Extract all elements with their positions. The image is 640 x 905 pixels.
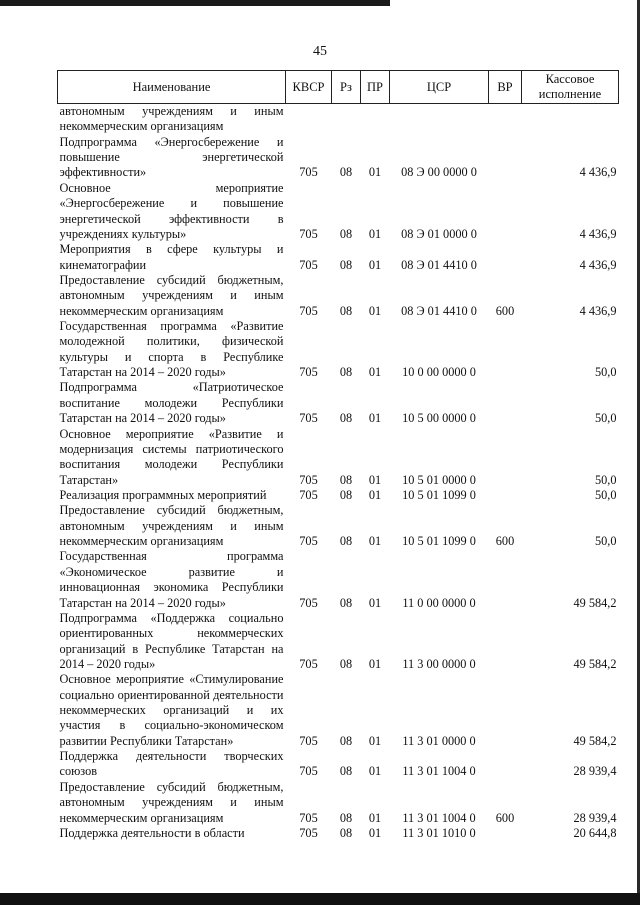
row-vr bbox=[489, 549, 522, 610]
row-name: Поддержка деятельности творческих союзов bbox=[59, 749, 284, 779]
header-name: Наименование bbox=[58, 71, 286, 104]
row-kvsr: 705 bbox=[299, 656, 318, 671]
row-vr bbox=[489, 135, 522, 181]
table-row bbox=[58, 427, 619, 488]
row-kvsr: 705 bbox=[299, 810, 318, 825]
row-pr: 01 bbox=[368, 257, 382, 272]
row-vr bbox=[489, 242, 522, 273]
row-vr: 600 bbox=[495, 303, 515, 318]
table-row bbox=[58, 488, 619, 503]
row-name: Предоставление субсидий бюджетным, автономным учреждениям и иным некоммерческим организациям bbox=[59, 272, 284, 318]
row-pr: 01 bbox=[368, 226, 382, 241]
row-amount: 28 939,4 bbox=[573, 764, 617, 779]
row-pr: 01 bbox=[368, 365, 382, 380]
table-row bbox=[58, 780, 619, 826]
row-name: Подпрограмма «Поддержка социально ориентированных некоммерческих организаций в Республике Татарстан на 2014 – 2020 годы» bbox=[59, 610, 284, 671]
row-pr bbox=[361, 104, 390, 135]
row-rz: 08 bbox=[339, 810, 353, 825]
row-csr: 10 5 01 1099 0 bbox=[402, 487, 476, 502]
row-rz: 08 bbox=[339, 534, 353, 549]
row-amount: 50,0 bbox=[594, 472, 617, 487]
page-number: 45 bbox=[313, 44, 327, 59]
row-name: Подпрограмма «Патриотическое воспитание молодежи Республики Татарстан на 2014 – 2020 годы» bbox=[59, 380, 284, 426]
row-kvsr: 705 bbox=[299, 472, 318, 487]
row-kvsr: 705 bbox=[299, 165, 318, 180]
row-pr: 01 bbox=[368, 595, 382, 610]
row-name: Поддержка деятельности в области bbox=[59, 825, 245, 840]
row-csr: 08 Э 00 0000 0 bbox=[401, 165, 477, 180]
row-vr bbox=[489, 826, 522, 841]
table-row bbox=[58, 380, 619, 426]
table-row bbox=[58, 104, 619, 135]
header-rz: Рз bbox=[332, 71, 361, 104]
row-kvsr: 705 bbox=[299, 411, 318, 426]
header-vr: ВР bbox=[489, 71, 522, 104]
row-rz: 08 bbox=[339, 595, 353, 610]
row-kvsr: 705 bbox=[299, 303, 318, 318]
scan-edge-bottom bbox=[0, 893, 640, 905]
table-header-row bbox=[58, 71, 619, 104]
row-kvsr: 705 bbox=[299, 226, 318, 241]
row-csr: 11 3 01 1004 0 bbox=[402, 764, 476, 779]
row-pr: 01 bbox=[368, 764, 382, 779]
row-name: автономным учреждениям и иным некоммерческим организациям bbox=[59, 104, 284, 134]
table-row bbox=[58, 611, 619, 672]
row-kvsr: 705 bbox=[299, 825, 318, 840]
row-name: Государственная программа «Экономическое развитие и инновационная экономика Республики Татарстан на 2014 – 2020 годы» bbox=[59, 549, 284, 610]
row-amount: 4 436,9 bbox=[579, 303, 617, 318]
header-pr: ПР bbox=[361, 71, 390, 104]
row-kvsr: 705 bbox=[299, 764, 318, 779]
row-kvsr: 705 bbox=[299, 365, 318, 380]
row-vr bbox=[489, 672, 522, 749]
row-amount bbox=[522, 104, 619, 135]
row-csr: 11 0 00 0000 0 bbox=[402, 595, 476, 610]
row-csr: 08 Э 01 4410 0 bbox=[401, 303, 477, 318]
table-row bbox=[58, 242, 619, 273]
row-vr bbox=[489, 319, 522, 380]
table-row bbox=[58, 135, 619, 181]
row-csr: 08 Э 01 0000 0 bbox=[401, 226, 477, 241]
row-name: Предоставление субсидий бюджетным, автономным учреждениям и иным некоммерческим организациям bbox=[59, 779, 284, 825]
row-name: Основное мероприятие «Энергосбережение и повышение энергетической эффективности в учреждениях культуры» bbox=[59, 180, 284, 241]
row-kvsr: 705 bbox=[299, 534, 318, 549]
row-kvsr: 705 bbox=[299, 487, 318, 502]
row-pr: 01 bbox=[368, 825, 382, 840]
header-kvsr: КВСР bbox=[286, 71, 332, 104]
row-rz: 08 bbox=[339, 825, 353, 840]
row-csr: 10 5 01 1099 0 bbox=[402, 534, 476, 549]
row-name: Основное мероприятие «Стимулирование социально ориентированной деятельности некоммерческих организаций и их участия в социально-экономическом развитии Республики Татарстан» bbox=[59, 672, 284, 748]
row-rz bbox=[332, 104, 361, 135]
row-rz: 08 bbox=[339, 303, 353, 318]
row-pr: 01 bbox=[368, 656, 382, 671]
row-kvsr: 705 bbox=[299, 257, 318, 272]
row-amount: 50,0 bbox=[594, 487, 617, 502]
header-csr: ЦСР bbox=[390, 71, 489, 104]
row-name: Государственная программа «Развитие молодежной политики, физической культуры и спорта в Республике Татарстан на 2014 – 2020 годы» bbox=[59, 319, 284, 380]
row-vr: 600 bbox=[495, 534, 515, 549]
row-amount: 49 584,2 bbox=[573, 733, 617, 748]
row-name: Предоставление субсидий бюджетным, автономным учреждениям и иным некоммерческим организациям bbox=[59, 503, 284, 549]
row-csr: 08 Э 01 4410 0 bbox=[401, 257, 477, 272]
row-pr: 01 bbox=[368, 472, 382, 487]
row-pr: 01 bbox=[368, 487, 382, 502]
row-amount: 4 436,9 bbox=[579, 165, 617, 180]
row-pr: 01 bbox=[368, 165, 382, 180]
row-vr bbox=[489, 104, 522, 135]
row-rz: 08 bbox=[339, 165, 353, 180]
row-amount: 4 436,9 bbox=[579, 226, 617, 241]
table-row bbox=[58, 503, 619, 549]
row-rz: 08 bbox=[339, 656, 353, 671]
row-rz: 08 bbox=[339, 487, 353, 502]
row-pr: 01 bbox=[368, 411, 382, 426]
row-csr: 10 5 00 0000 0 bbox=[402, 411, 476, 426]
header-amount: Кассовое исполнение bbox=[522, 71, 619, 104]
row-vr: 600 bbox=[495, 810, 515, 825]
row-vr bbox=[489, 611, 522, 672]
scan-edge-top bbox=[0, 0, 390, 6]
row-csr: 11 3 01 1010 0 bbox=[402, 825, 476, 840]
row-amount: 28 939,4 bbox=[573, 810, 617, 825]
row-name: Мероприятия в сфере культуры и кинематографии bbox=[59, 242, 284, 272]
row-csr bbox=[390, 104, 489, 135]
row-amount: 20 644,8 bbox=[573, 825, 617, 840]
row-vr bbox=[489, 181, 522, 242]
row-rz: 08 bbox=[339, 733, 353, 748]
row-rz: 08 bbox=[339, 257, 353, 272]
row-rz: 08 bbox=[339, 226, 353, 241]
table-row bbox=[58, 273, 619, 319]
row-amount: 50,0 bbox=[594, 534, 617, 549]
budget-table bbox=[57, 70, 619, 841]
row-name: Подпрограмма «Энергосбережение и повышение энергетической эффективности» bbox=[59, 134, 284, 180]
row-pr: 01 bbox=[368, 303, 382, 318]
row-vr bbox=[489, 488, 522, 503]
row-vr bbox=[489, 427, 522, 488]
row-vr bbox=[489, 749, 522, 780]
table-row bbox=[58, 549, 619, 610]
row-kvsr: 705 bbox=[299, 595, 318, 610]
row-vr bbox=[489, 380, 522, 426]
row-csr: 11 3 00 0000 0 bbox=[402, 656, 476, 671]
row-amount: 50,0 bbox=[594, 411, 617, 426]
row-csr: 11 3 01 1004 0 bbox=[402, 810, 476, 825]
row-amount: 49 584,2 bbox=[573, 656, 617, 671]
row-csr: 11 3 01 0000 0 bbox=[402, 733, 476, 748]
row-csr: 10 0 00 0000 0 bbox=[402, 365, 476, 380]
table-row bbox=[58, 672, 619, 749]
row-rz: 08 bbox=[339, 472, 353, 487]
row-amount: 49 584,2 bbox=[573, 595, 617, 610]
row-kvsr bbox=[286, 104, 332, 135]
row-rz: 08 bbox=[339, 411, 353, 426]
row-kvsr: 705 bbox=[299, 733, 318, 748]
row-name: Основное мероприятие «Развитие и модернизация системы патриотического воспитания молодежи Республики Татарстан» bbox=[59, 426, 284, 487]
row-rz: 08 bbox=[339, 764, 353, 779]
table-row bbox=[58, 749, 619, 780]
row-amount: 50,0 bbox=[594, 365, 617, 380]
table-row bbox=[58, 826, 619, 841]
row-csr: 10 5 01 0000 0 bbox=[402, 472, 476, 487]
row-amount: 4 436,9 bbox=[579, 257, 617, 272]
table-row bbox=[58, 319, 619, 380]
row-pr: 01 bbox=[368, 810, 382, 825]
row-pr: 01 bbox=[368, 534, 382, 549]
table-row bbox=[58, 181, 619, 242]
row-rz: 08 bbox=[339, 365, 353, 380]
row-pr: 01 bbox=[368, 733, 382, 748]
row-name: Реализация программных мероприятий bbox=[59, 487, 267, 502]
